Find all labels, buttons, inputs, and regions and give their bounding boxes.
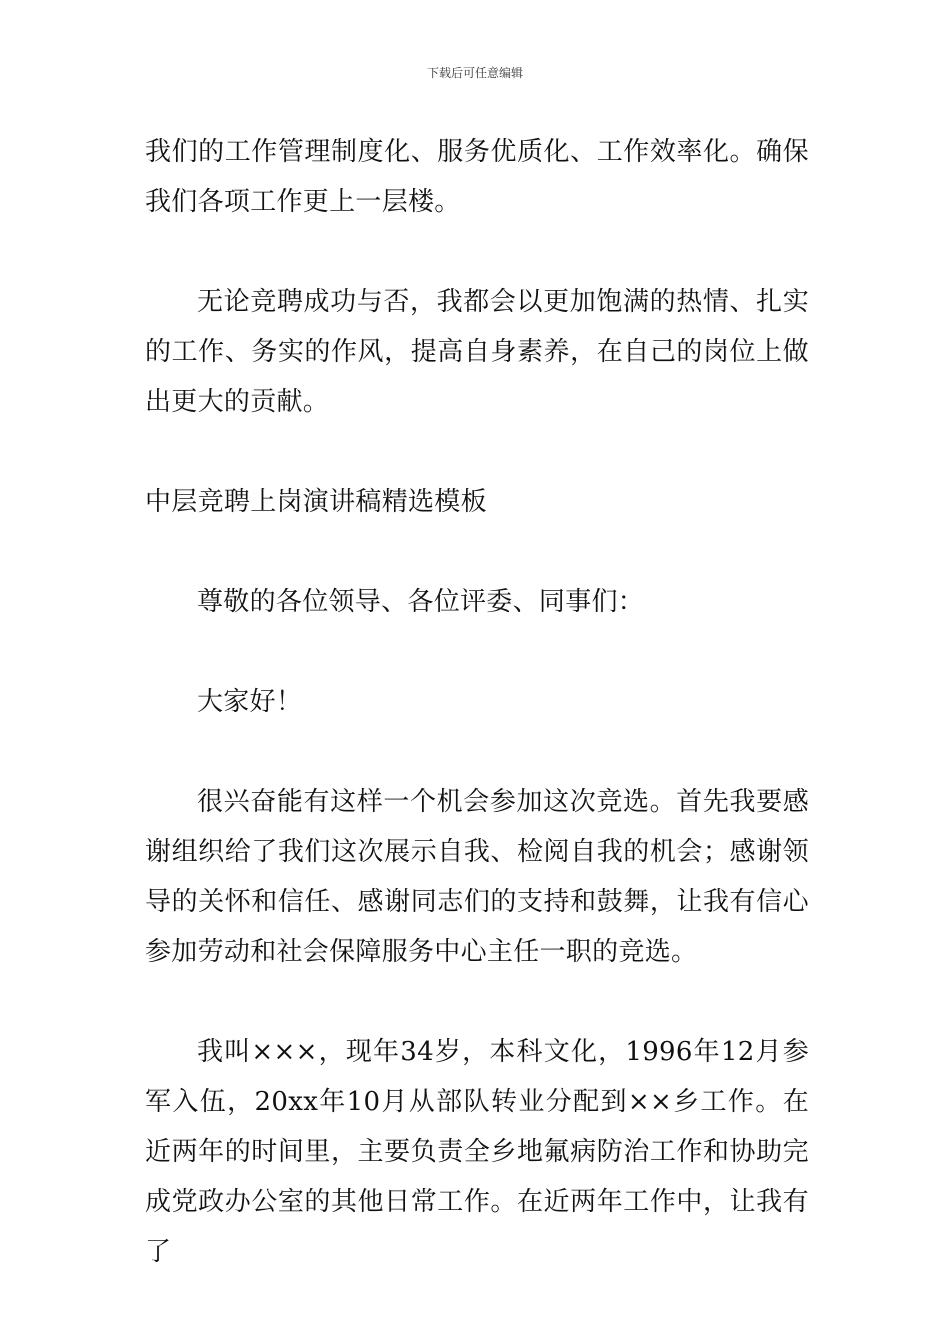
paragraph-self-introduction: 我叫×××，现年34岁，本科文化，1996年12月参军入伍，20xx年10月从部队转业分配到××乡工作。在近两年的时间里，主要负责全乡地氟病防治工作和协助完成党政办公室的其他日常工作。在近两年工作中，让我有了 xyxy=(145,1037,809,1267)
salutation: 尊敬的各位领导、各位评委、同事们： xyxy=(197,587,645,617)
document-body xyxy=(145,127,809,1327)
page-header-note: 下载后可任意编辑 xyxy=(426,66,523,80)
paragraph-gratitude: 很兴奋能有这样一个机会参加这次竞选。首先我要感谢组织给了我们这次展示自我、检阅自我的机会；感谢领导的关怀和信任、感谢同志们的支持和鼓舞，让我有信心参加劳动和社会保障服务中心主任一职的竞选。 xyxy=(145,787,809,967)
section-title: 中层竞聘上岗演讲稿精选模板 xyxy=(145,487,487,517)
greeting: 大家好！ xyxy=(197,687,303,717)
paragraph-commitment: 无论竞聘成功与否，我都会以更加饱满的热情、扎实的工作、务实的作风，提高自身素养，在自己的岗位上做出更大的贡献。 xyxy=(145,287,809,417)
paragraph-continuation: 我们的工作管理制度化、服务优质化、工作效率化。确保我们各项工作更上一层楼。 xyxy=(145,137,809,217)
